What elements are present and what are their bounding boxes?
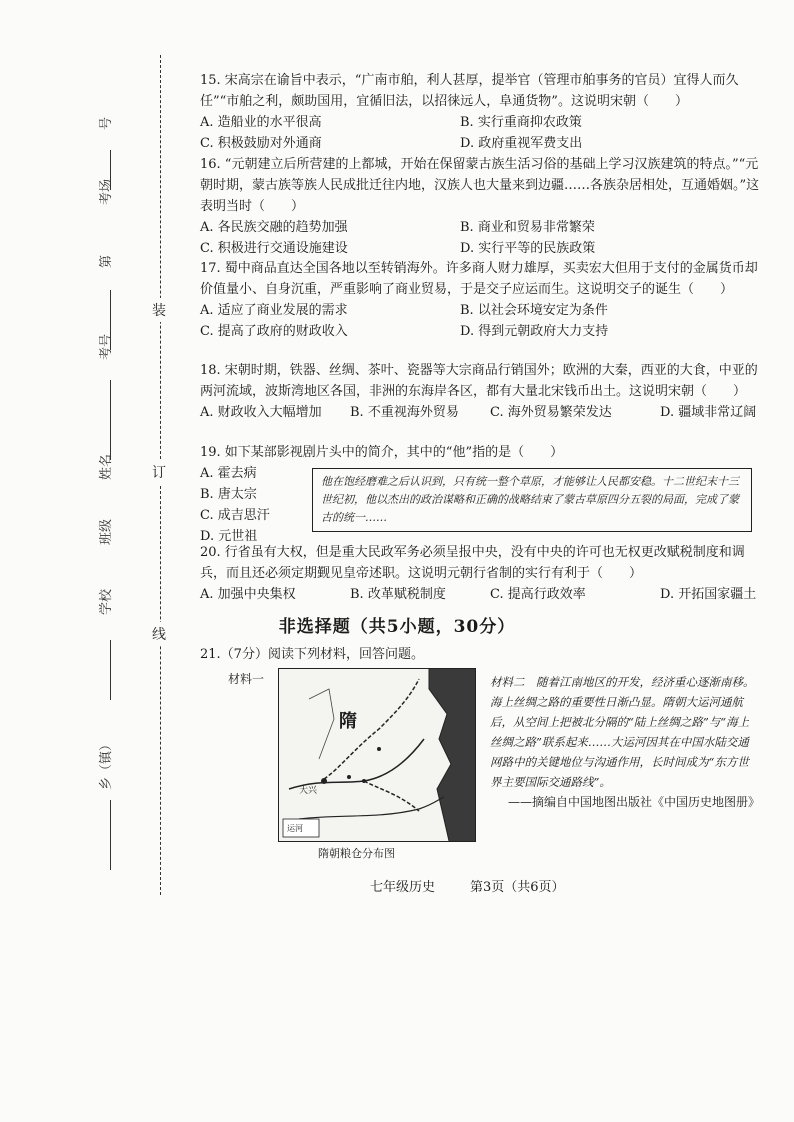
q19-option-c: C. 成吉思汗 bbox=[200, 508, 270, 523]
footer-subject: 七年级历史 bbox=[370, 880, 436, 895]
q19-option-b: B. 唐太宗 bbox=[200, 487, 257, 502]
sea-area bbox=[429, 669, 475, 841]
q17-option-a: A. 适应了商业发展的需求 bbox=[200, 303, 348, 318]
material-2 bbox=[490, 672, 760, 812]
map-border bbox=[309, 689, 334, 759]
q16-option-b: B. 商业和贸易非常繁荣 bbox=[460, 220, 595, 235]
yellow-river bbox=[289, 739, 424, 789]
q19-quote-box: 他在饱经磨难之后认识到，只有统一整个草原，才能够让人民都安稳。十二世纪末十三世纪初，他以杰出的政治谋略和正确的战略结束了蒙古草原四分五裂的局面，完成了蒙古的统一…… bbox=[312, 468, 752, 532]
school-label: 学校 bbox=[99, 588, 114, 615]
material-2-source: ——摘编自中国地图出版社《中国历史地图册》 bbox=[507, 795, 760, 809]
q19-stem: 19. 如下某部影视剧片头中的简介，其中的“他”指的是（ ） bbox=[200, 445, 564, 460]
grand-canal-south bbox=[364, 781, 419, 811]
q17-stem: 17. 蜀中商品直达全国各地以至转销海外。许多商人财力雄厚，买卖宏大但用于支付的金属货币却价值量小、自身沉重，严重影响了商业贸易，于是交子应运而生。这说明交子的诞生（ ） bbox=[200, 261, 758, 297]
section-title: 非选择题（共5小题，30分） bbox=[278, 617, 516, 637]
material-2-text: 材料二 随着江南地区的开发，经济重心逐渐南移。海上丝绸之路的重要性日渐凸显。隋朝大运河通航后，从空间上把被北分隔的“陆上丝绸之路”与“海上丝绸之路”联系起来……大运河因其在中国水陆交通网路中的关键地位与沟通作用，长时间成为“东方世界主要国际交通路线”。 bbox=[490, 675, 755, 789]
exam-no-label: 号 bbox=[99, 116, 114, 130]
binding-char-ding: 订 bbox=[152, 460, 166, 484]
class-label: 班级 bbox=[99, 518, 114, 545]
q20-option-c: C. 提高行政效率 bbox=[490, 587, 586, 602]
q16-option-d: D. 实行平等的民族政策 bbox=[460, 241, 596, 256]
q18-option-d: D. 疆域非常辽阔 bbox=[660, 405, 757, 420]
sui-granary-map bbox=[278, 668, 476, 842]
question-15 bbox=[200, 70, 760, 154]
question-16 bbox=[200, 154, 760, 259]
q15-stem: 15. 宋高宗在谕旨中表示，“广南市舶，利人甚厚，提举官（管理市舶事务的官员）宜得人而久任”“市舶之利，颇助国用，宜循旧法，以招徕远人，阜通货物”。这说明宋朝（ ） bbox=[200, 73, 739, 109]
q15-option-d: D. 政府重视军费支出 bbox=[460, 136, 583, 151]
granary-dot bbox=[362, 779, 366, 783]
map-caption: 隋朝粮仓分布图 bbox=[318, 847, 395, 860]
seat-label: 第 bbox=[99, 254, 114, 268]
q17-option-c: C. 提高了政府的财政收入 bbox=[200, 324, 348, 339]
seat-no-label: 考号 bbox=[99, 333, 114, 360]
question-21-stem: 21.（7分）阅读下列材料，回答问题。 bbox=[200, 647, 424, 662]
yangtze-river bbox=[299, 797, 444, 819]
town-blank bbox=[110, 800, 111, 870]
question-17 bbox=[200, 258, 760, 342]
city-daxing-dot bbox=[321, 778, 327, 784]
q19-option-d: D. 元世祖 bbox=[200, 529, 258, 544]
q15-option-a: A. 造船业的水平很高 bbox=[200, 115, 322, 130]
q18-option-b: B. 不重视海外贸易 bbox=[350, 405, 459, 420]
q18-option-a: A. 财政收入大幅增加 bbox=[200, 405, 322, 420]
room-label: 考场 bbox=[99, 178, 114, 205]
q20-option-d: D. 开拓国家疆土 bbox=[660, 587, 757, 602]
question-18 bbox=[200, 360, 760, 423]
q19-option-a: A. 霍去病 bbox=[200, 466, 257, 481]
binding-char-zhuang: 装 bbox=[152, 298, 166, 322]
q17-option-d: D. 得到元朝政府大力支持 bbox=[460, 324, 609, 339]
q20-stem: 20. 行省虽有大权，但是重大民政军务必须呈报中央，没有中央的许可也无权更改赋税制度和调兵，而且还必须定期觐见皇帝述职。这说明元朝行省制的实行有利于（ ） bbox=[200, 545, 745, 581]
exam-no-blank bbox=[110, 150, 111, 190]
map-title-sui: 隋 bbox=[339, 711, 357, 732]
seat-no-blank bbox=[110, 290, 111, 350]
question-20 bbox=[200, 542, 760, 605]
material-1-label: 材料一 bbox=[228, 672, 265, 686]
binding-char-xian: 线 bbox=[152, 622, 166, 646]
name-label: 姓名 bbox=[99, 453, 114, 480]
granary-dot bbox=[377, 747, 381, 751]
q20-option-b: B. 改革赋税制度 bbox=[350, 587, 446, 602]
map-legend-label: 运河 bbox=[287, 824, 303, 833]
map-graphic bbox=[279, 669, 475, 841]
q16-option-c: C. 积极进行交通设施建设 bbox=[200, 241, 348, 256]
school-blank bbox=[110, 640, 111, 700]
q16-option-a: A. 各民族交融的趋势加强 bbox=[200, 220, 348, 235]
q20-option-a: A. 加强中央集权 bbox=[200, 587, 296, 602]
q15-option-b: B. 实行重商抑农政策 bbox=[460, 115, 582, 130]
granary-dot bbox=[347, 775, 351, 779]
q18-stem: 18. 宋朝时期，铁器、丝绸、茶叶、瓷器等大宗商品行销国外；欧洲的大秦，西亚的大食，中亚的两河流域，波斯湾地区各国，非洲的东海岸各区，都有大量北宋钱币出土。这说明宋朝（ ） bbox=[200, 363, 758, 399]
map-label-daxing: 大兴 bbox=[299, 786, 318, 796]
name-blank bbox=[110, 380, 111, 460]
town-label: 乡（镇） bbox=[99, 737, 114, 790]
q15-option-c: C. 积极鼓励对外通商 bbox=[200, 136, 322, 151]
q16-stem: 16. “元朝建立后所营建的上都城，开始在保留蒙古族生活习俗的基础上学习汉族建筑的特点。”“元朝时期，蒙古族等族人民成批迁往内地，汉族人也大量来到边疆……各族杂居相处，互通婚姻。”这表明当时（ ） bbox=[200, 157, 760, 214]
footer-page: 第3页（共6页） bbox=[470, 880, 565, 895]
q17-option-b: B. 以社会环境安定为条件 bbox=[460, 303, 608, 318]
q18-option-c: C. 海外贸易繁荣发达 bbox=[490, 405, 612, 420]
